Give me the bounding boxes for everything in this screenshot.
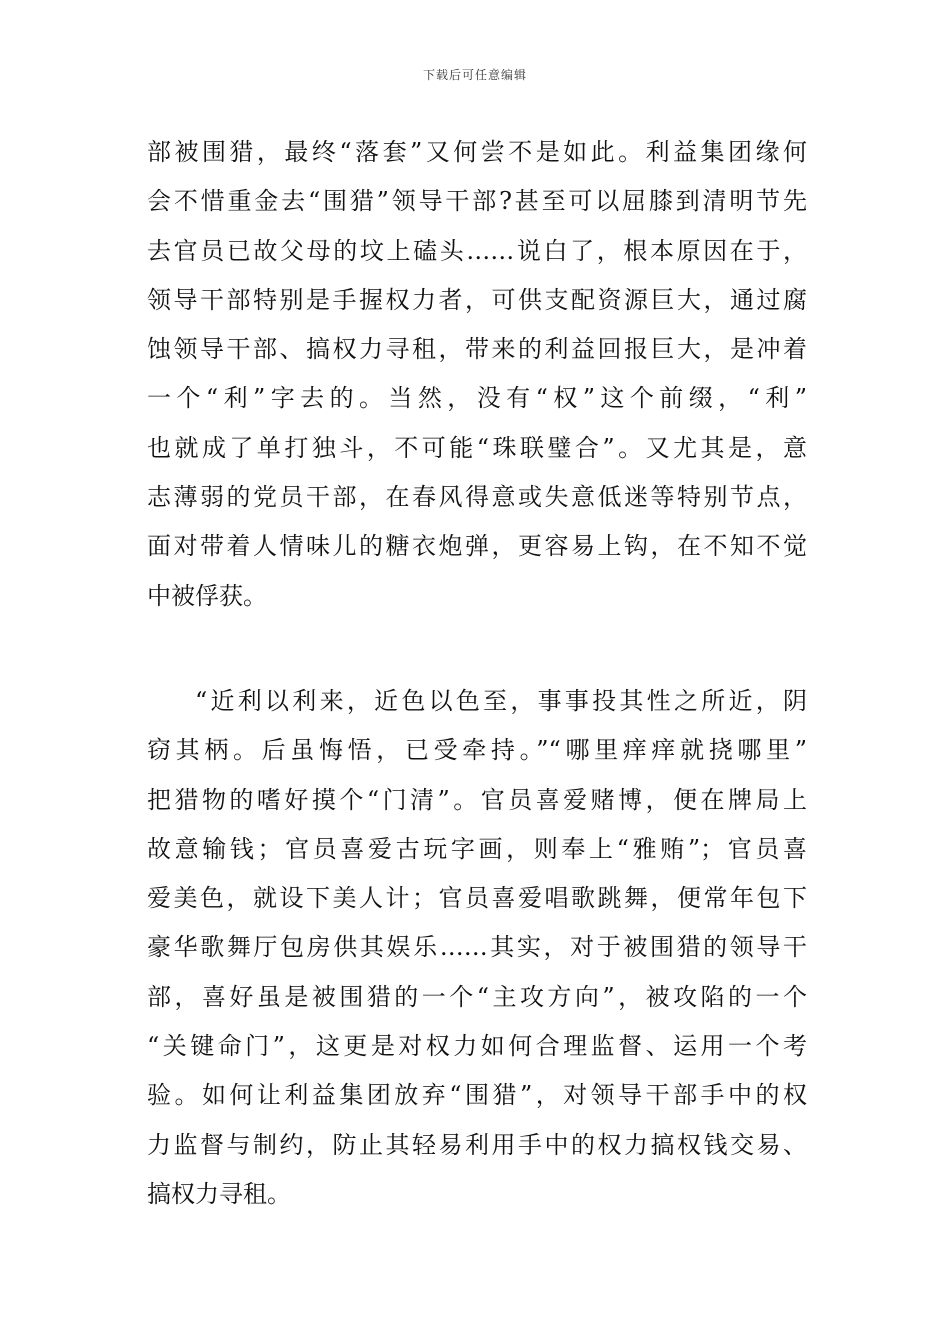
paragraph-1 xyxy=(147,128,807,621)
text-line: 志薄弱的党员干部，在春风得意或失意低迷等特别节点， xyxy=(147,483,807,512)
text-line: 面对带着人情味儿的糖衣炮弹，更容易上钩，在不知不觉 xyxy=(147,532,807,561)
text-line: 蚀领导干部、搞权力寻租，带来的利益回报巨大，是冲着 xyxy=(147,335,807,364)
text-line-last: 搞权力寻租。 xyxy=(147,1179,291,1208)
text-line: 部被围猎，最终“落套”又何尝不是如此。利益集团缘何 xyxy=(147,138,807,166)
text-line-last: 中被俘获。 xyxy=(147,581,267,610)
text-line: 领导干部特别是手握权力者，可供支配资源巨大，通过腐 xyxy=(147,285,807,314)
text-line: 一个“利”字去的。当然，没有“权”这个前缀，“利” xyxy=(147,384,807,413)
text-line-first: “近利以利来，近色以色至，事事投其性之所近，阴 xyxy=(195,687,807,715)
text-line: 把猎物的嗜好摸个“门清”。官员喜爱赌博，便在牌局上 xyxy=(147,785,807,814)
text-line: 也就成了单打独斗，不可能“珠联璧合”。又尤其是，意 xyxy=(147,433,807,462)
text-line: “关键命门”，这更是对权力如何合理监督、运用一个考 xyxy=(147,1032,807,1061)
text-line: 故意输钱；官员喜爱古玩字画，则奉上“雅贿”；官员喜 xyxy=(147,834,807,863)
text-line: 部，喜好虽是被围猎的一个“主攻方向”，被攻陷的一个 xyxy=(147,982,807,1011)
text-line: 去官员已故父母的坟上磕头……说白了，根本原因在于， xyxy=(147,236,807,265)
text-line: 爱美色，就设下美人计；官员喜爱唱歌跳舞，便常年包下 xyxy=(147,884,807,913)
text-line: 窃其柄。后虽悔悟，已受牵持。”“哪里痒痒就挠哪里” xyxy=(147,736,807,765)
paragraph-2 xyxy=(147,677,807,1219)
text-line: 豪华歌舞厅包房供其娱乐……其实，对于被围猎的领导干 xyxy=(147,933,807,962)
text-line: 验。如何让利益集团放弃“围猎”，对领导干部手中的权 xyxy=(147,1081,807,1110)
text-line: 会不惜重金去“围猎”领导干部?甚至可以屈膝到清明节先 xyxy=(147,187,807,216)
page-header-note: 下载后可任意编辑 xyxy=(422,68,527,82)
text-line: 力监督与制约，防止其轻易利用手中的权力搞权钱交易、 xyxy=(147,1130,807,1159)
